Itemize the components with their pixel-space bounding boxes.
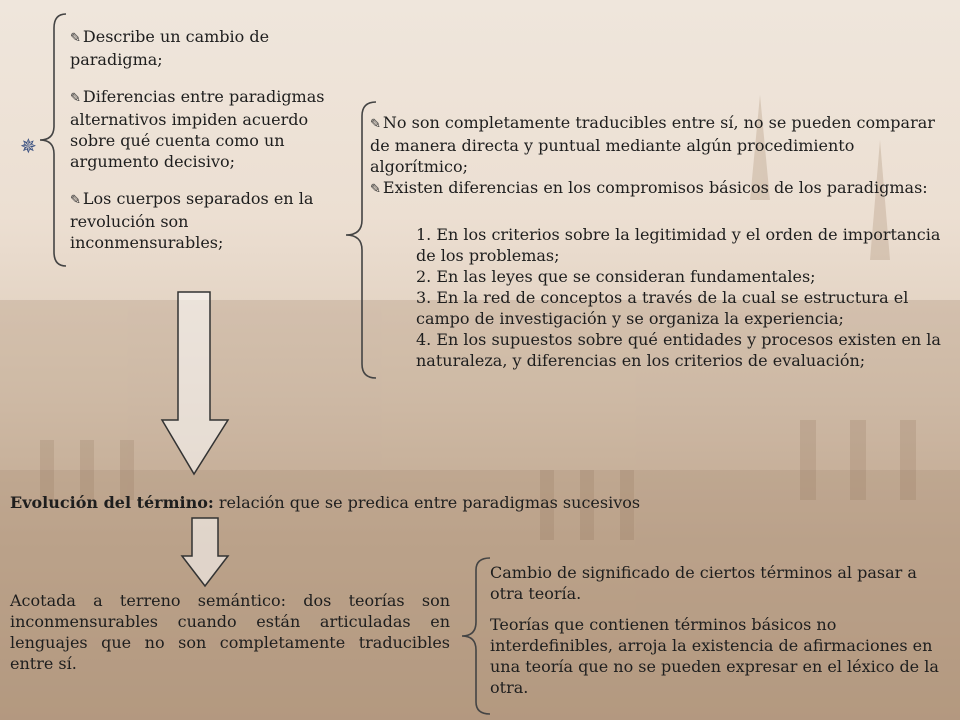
numbered-list (416, 224, 951, 371)
note-icon: ✎ (70, 31, 81, 46)
list-item: ✎ No son completamente traducibles entre sí, no se pueden comparar de manera directa y puntual mediante algún procedimiento algorítmico; (370, 113, 935, 176)
down-arrow-icon (160, 290, 230, 476)
bottom-right-text (490, 562, 950, 698)
list-item: ✎ Diferencias entre paradigmas alternativos impiden acuerdo sobre qué cuenta como un argumento decisivo; (70, 87, 325, 171)
list-item: 2. En las leyes que se consideran fundamentales; (416, 267, 816, 286)
list-item: Teorías que contienen términos básicos no interdefinibles, arroja la existencia de afirmaciones en una teoría que no se pueden expresar en el léxico de la otra. (490, 615, 939, 697)
note-icon: ✎ (70, 91, 81, 106)
left-list (70, 26, 340, 269)
evolution-line (10, 492, 910, 513)
list-item: ✎ Describe un cambio de paradigma; (70, 27, 270, 69)
list-item: Cambio de significado de ciertos términos al pasar a otra teoría. (490, 563, 917, 603)
list-item: 3. En la red de conceptos a través de la cual se estructura el campo de investigación y se organiza la experiencia; (416, 288, 909, 328)
list-item: 1. En los criterios sobre la legitimidad y el orden de importancia de los problemas; (416, 225, 941, 265)
down-arrow-small-icon (180, 516, 230, 588)
bottom-left-paragraph: Acotada a terreno semántico: dos teorías son inconmensurables cuando están articuladas en lenguajes que no son completamente traducibles entre sí. (10, 591, 450, 673)
note-icon: ✎ (370, 117, 381, 132)
list-item: ✎ Los cuerpos separados en la revolución son inconmensurables; (70, 189, 314, 252)
gear-icon: ✵ (20, 134, 37, 158)
evolution-text: relación que se predica entre paradigmas sucesivos (213, 493, 641, 512)
evolution-label: Evolución del término: (10, 493, 214, 512)
left-brace (30, 12, 70, 268)
note-icon: ✎ (70, 193, 81, 208)
right-bullets (370, 112, 955, 200)
bottom-right-brace (456, 556, 492, 716)
note-icon: ✎ (370, 182, 381, 197)
list-item: 4. En los supuestos sobre qué entidades y procesos existen en la naturaleza, y diferencias en los criterios de evaluación; (416, 330, 941, 370)
list-item: ✎ Existen diferencias en los compromisos básicos de los paradigmas: (370, 178, 928, 197)
